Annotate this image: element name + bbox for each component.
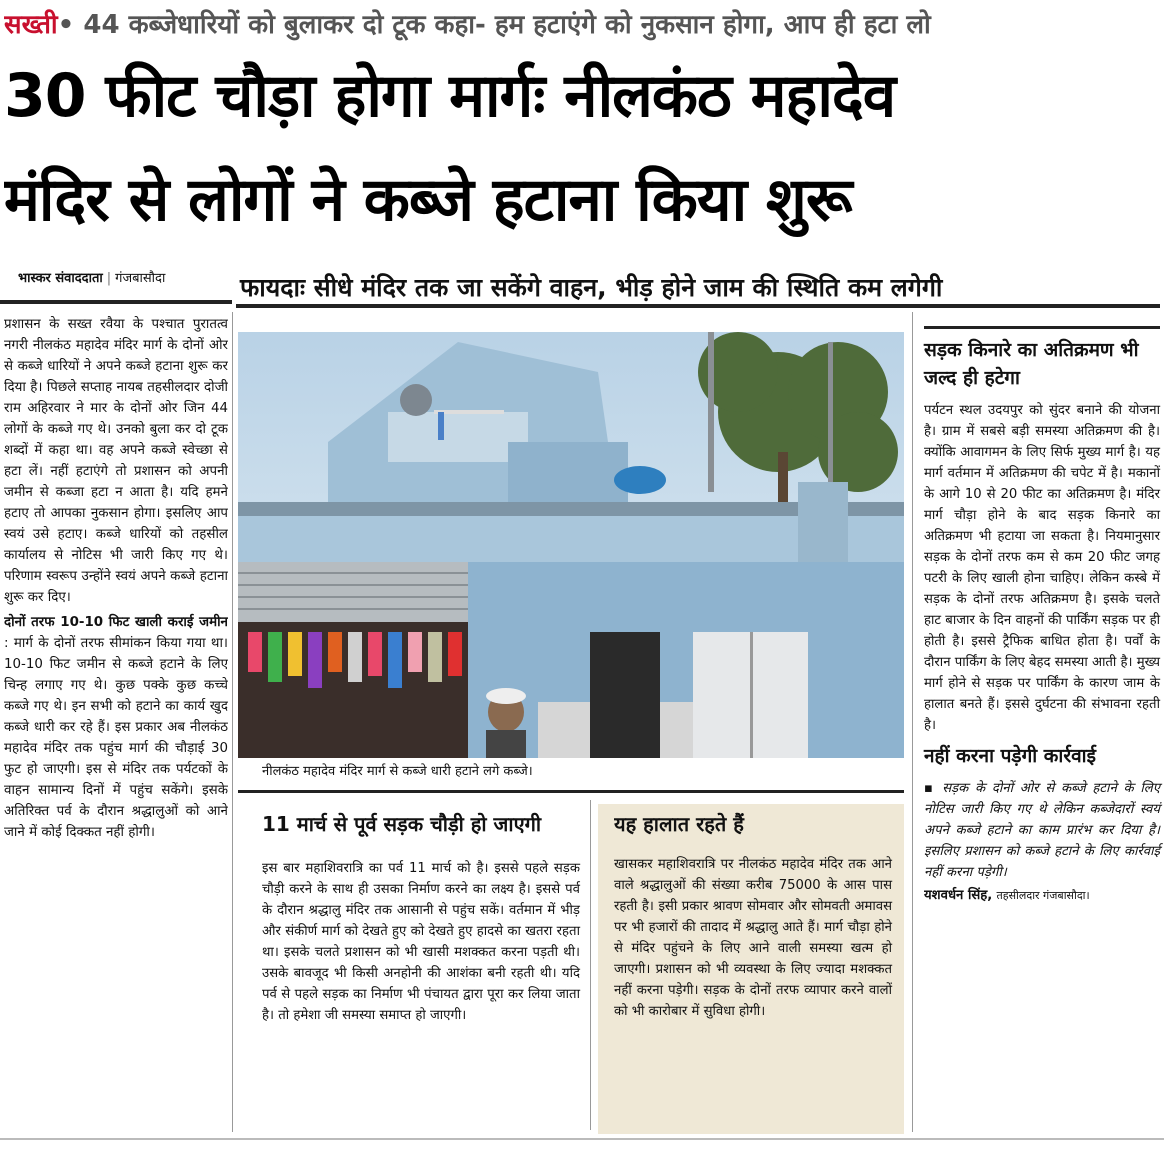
news-photo — [238, 332, 904, 758]
right-subtitle: नहीं करना पड़ेगी कार्रवाई — [924, 745, 1096, 767]
divider — [0, 300, 232, 304]
left-para-2 — [4, 612, 228, 843]
article-body: इस बार महाशिवरात्रि का पर्व 11 मार्च को है। इससे पहले सड़क चौड़ी करने के साथ ही उसका निर्माण करने का लक्ष्य है। इससे पर्व के दौरान श्रद्धालु मंदिर तक आसानी से पहुंच सकें। वर्तमान में भीड़ और संकीर्ण मार्ग को देखते हुए को देखते हुए हादसे का खतरा रहता था। इसके चलते प्रशासन को भी खासी मशक्कत करना पड़ती थी। उसके बावजूद भी किसी अनहोनी की आशंका बनी रहती थी। यदि पर्व से पहले सड़क का निर्माण भी पंचायत द्वारा पूरा कर लिया जाता है। तो हमेशा जी समस्या समाप्त हो जाएगी। — [262, 861, 580, 1023]
divider — [238, 790, 904, 793]
strap-kicker: 44 कब्जेधारियों को बुलाकर दो टूक कहा- हम हटाएंगे को नुकसान होगा, आप ही हटा लो — [83, 10, 931, 40]
photo-illustration — [238, 332, 904, 758]
right-title: सड़क किनारे का अतिक्रमण भी जल्द ही हटेगा — [924, 339, 1139, 389]
top-strap — [4, 4, 1160, 46]
benefit-subhead: फायदाः सीधे मंदिर तक जा सकेंगे वाहन, भीड़ होने जाम की स्थिति कम लगेगी — [236, 268, 1160, 308]
left-subhead: दोनों तरफ 10-10 फिट खाली कराई जमीन — [4, 615, 228, 630]
quote-attribution — [924, 885, 1160, 906]
shutter — [238, 562, 468, 622]
box-title: यह हालात रहते हैं — [614, 812, 744, 836]
headline-line-1: 30 फीट चौड़ा होगा मार्गः नीलकंठ महादेव — [4, 61, 896, 131]
left-column — [4, 314, 228, 1114]
official-quote: ▪ सड़क के दोनों ओर से कब्जे हटाने के लिए नोटिस जारी किए गए थे लेकिन कब्जेदारों स्वयं अपने कब्जे हटाने का काम प्रारंभ कर दिया है। इसलिए प्रशासन को कब्जे हटाने के लिए कार्रवाई नहीं करना पड़ेगी। — [924, 781, 1160, 880]
official-role: तहसीलदार गंजबासौदा। — [996, 889, 1090, 902]
column-divider — [590, 800, 591, 1130]
box-body: खासकर महाशिवरात्रि पर नीलकंठ महादेव मंदिर तक आने वाले श्रद्धालुओं की संख्या करीब 75000 के आस पास रहती है। इसी प्रकार श्रावण सोमवार और सोमवती अमावस पर भी हजारों की तादाद में श्रद्धालु आते हैं। मार्ग चौड़ा होने से मंदिर पहुंचने के लिए आने वाली समस्या खत्म हो जाएगी। प्रशासन को भी व्यवस्था के लिए ज्यादा मशक्कत नहीं करना पड़ेगी। सड़क के दोनों तरफ व्यापार करने वालों को भी कारोबार में सुविधा होगी। — [614, 857, 892, 1019]
left-para-2-text: : मार्ग के दोनों तरफ सीमांकन किया गया था। 10-10 फिट जमीन से कब्जे हटाने के लिए चिन्ह लगाए गए थे। कुछ पक्के कुछ कच्चे कब्जे गए थे। इन सभी को हटाने का कार्य खुद कब्जे धारी कर रहे हैं। इस प्रकार अब नीलकंठ महादेव मंदिर तक पहुंच मार्ग की चौड़ाई 30 फुट हो जाएगी। इस से मंदिर तक पर्यटकों के वाहन सामान्य दिनों में पहुंच सकेंगे। इसके अतिरिक्त पर्व के दौरान श्रद्धालुओं को आने जाने में कोई दिक्कत नहीं होगी। — [4, 636, 228, 840]
divider — [924, 326, 1160, 329]
byline-separator: | — [106, 271, 112, 286]
photo-caption: नीलकंठ महादेव मंदिर मार्ग से कब्जे धारी हटाने लगे कब्जे। — [262, 764, 533, 779]
strap-tag: सख्ती — [4, 10, 58, 40]
hanging-goods — [248, 632, 462, 688]
left-para-1: प्रशासन के सख्त रवैया के पश्चात पुरातत्व नगरी नीलकंठ महादेव मंदिर मार्ग के दोनों ओर से कब्जे धारियों ने अपने कब्जे हटाना शुरू कर दिया है। पिछले सप्ताह नायब तहसीलदार दोजी राम अहिरवार ने मार के दोनों ओर जिन 44 लोगों के कब्जे गए थे। उनको बुला कर दो टूक शब्दों में कहा था। वह अपने कब्जे स्वेच्छा से हटा लें। नहीं हटाएंगे तो प्रशासन को अपनी जमीन से कब्जा हटा न आता है। यदि हमने हटाए तो आपका नुकसान होगा। इसलिए आप स्वयं उसे हटाए। कब्जे धारियों को तहसील कार्यालय से नोटिस भी जारी किए गए थे। परिणाम स्वरूप उन्होंने स्वयं अपने कब्जे हटाना शुरू कर दिए। — [4, 317, 228, 605]
byline-reporter: भास्कर संवाददाता — [18, 271, 103, 286]
byline-place: गंजबासौदा — [115, 271, 166, 286]
headline-line-2: मंदिर से लोगों ने कब्जे हटाना किया शुरू — [4, 165, 852, 235]
byline — [18, 268, 228, 290]
divider — [0, 1138, 1164, 1140]
official-name: यशवर्धन सिंह, — [924, 888, 993, 903]
right-body: पर्यटन स्थल उदयपुर को सुंदर बनाने की योजना है। ग्राम में सबसे बड़ी समस्या अतिक्रमण की है। क्योंकि आवागमन के लिए सिर्फ मुख्य मार्ग है। यह मार्ग वर्तमान में अतिक्रमण की चपेट में है। मकानों के आगे 10 से 20 फीट का अतिक्रमण है। मंदिर मार्ग चौड़ा होने के बाद सड़क किनारे का अतिक्रमण भी हटाया जा सकता है। नियमानुसार सड़क के दोनों तरफ कम से कम 20 फीट जगह पटरी के लिए खाली होना चाहिए। लेकिन कस्बे में सड़क के दोनों तरफ अतिक्रमण है। इसके चलते हाट बाजार के दिन वाहनों की पार्किंग सड़क पर ही होती है। इससे ट्रैफिक बाधित होता है। पर्वों के दौरान पार्किंग के लिए बेहद समस्या आती है। मुख्य मार्ग होने से सड़क पर पार्किंग के कारण जाम के हालात बनते हैं। इससे दुर्घटना की संभावना रहती है। — [924, 403, 1160, 733]
article-title: 11 मार्च से पूर्व सड़क चौड़ी हो जाएगी — [262, 812, 542, 836]
strap-bullet: • — [57, 10, 75, 40]
sidebar-box — [598, 804, 904, 1134]
right-column — [924, 336, 1160, 1136]
column-divider — [232, 312, 233, 1132]
column-divider — [912, 312, 913, 1132]
article-road-widening — [262, 808, 580, 1128]
